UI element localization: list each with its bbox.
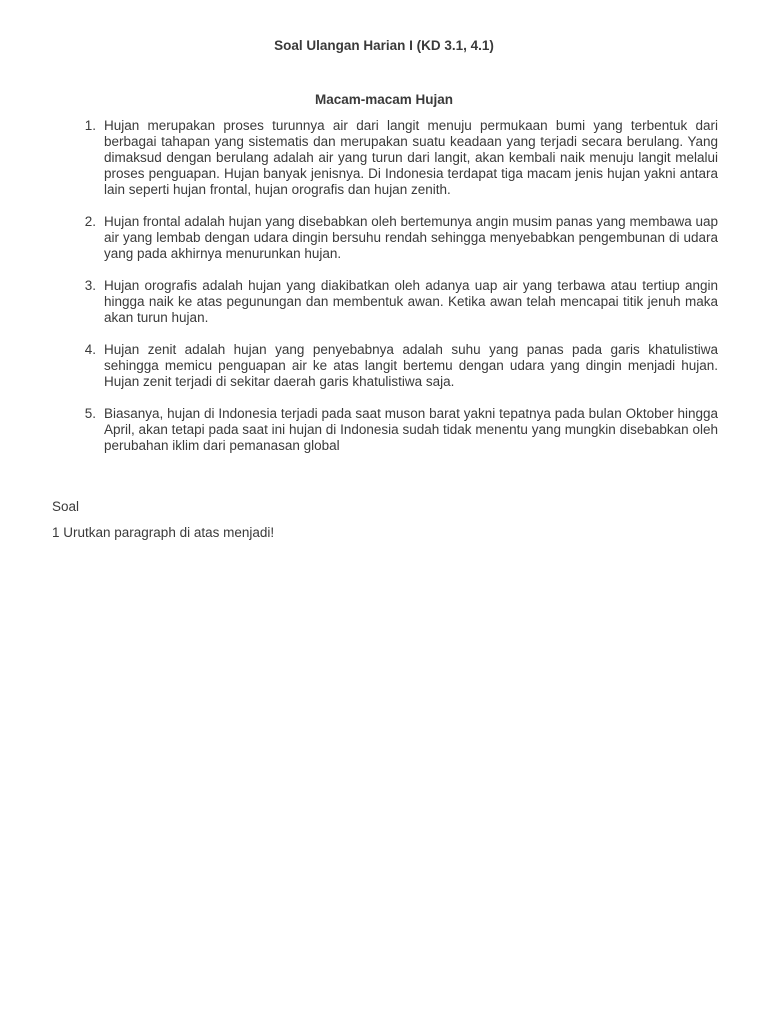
soal-question: 1 Urutkan paragraph di atas menjadi! — [52, 525, 275, 540]
list-number: 3. — [84, 278, 96, 293]
paragraph-text: Hujan frontal adalah hujan yang disebabkan oleh bertemunya angin musim panas yang membawa uap air yang lembab dengan udara dingin bersuhu rendah sehingga menyebabkan pengembunan di udara yang pada akhirnya menurunkan hujan. — [104, 214, 718, 261]
list-item — [52, 278, 718, 326]
soal-label: Soal — [52, 499, 80, 514]
section-title: Macam-macam Hujan — [314, 92, 454, 107]
list-number: 1. — [84, 118, 96, 133]
list-item — [52, 342, 718, 390]
paragraph-text: Hujan merupakan proses turunnya air dari langit menuju permukaan bumi yang terbentuk dari berbagai tahapan yang sistematis dan merupakan suatu keadaan yang terjadi secara berulang. Yang dimaksud dengan berulang adalah air yang turun dari langit, akan kembali naik menuju langit melalui proses penguapan. Hujan banyak jenisnya. Di Indonesia terdapat tiga macam jenis hujan yakni antara lain seperti hujan frontal, hujan orografis dan hujan zenith. — [104, 118, 718, 197]
paragraph-text: Hujan zenit adalah hujan yang penyebabnya adalah suhu yang panas pada garis khatulistiwa sehingga memicu penguapan air ke atas langit bertemu dengan udara yang dingin menjadi hujan. Hujan zenit terjadi di sekitar daerah garis khatulistiwa saja. — [104, 342, 718, 389]
paragraph-list — [52, 118, 718, 470]
paragraph-text: Hujan orografis adalah hujan yang diakibatkan oleh adanya uap air yang terbawa atau tertiup angin hingga naik ke atas pegunungan dan membentuk awan. Ketika awan telah mencapai titik jenuh maka akan turun hujan. — [104, 278, 718, 325]
document-title: Soal Ulangan Harian I (KD 3.1, 4.1) — [274, 38, 494, 53]
paragraph-text: Biasanya, hujan di Indonesia terjadi pada saat muson barat yakni tepatnya pada bulan Oktober hingga April, akan tetapi pada saat ini hujan di Indonesia sudah tidak menentu yang mungkin disebabkan oleh perubahan iklim dari pemanasan global — [104, 406, 718, 453]
list-number: 4. — [84, 342, 96, 357]
list-number: 2. — [84, 214, 96, 229]
list-item — [52, 118, 718, 198]
list-number: 5. — [84, 406, 96, 421]
list-item — [52, 406, 718, 454]
list-item — [52, 214, 718, 262]
